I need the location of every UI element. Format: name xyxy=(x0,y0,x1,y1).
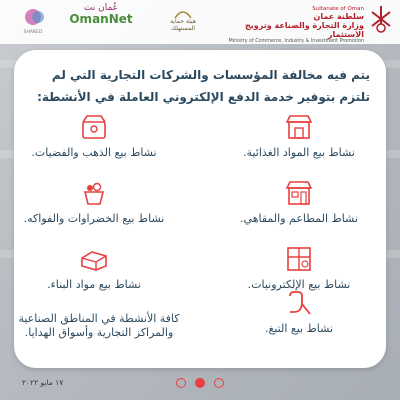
list-item xyxy=(19,112,169,160)
consumer-authority-text: هيئة حماية المستهلك xyxy=(170,18,196,32)
carousel-dots xyxy=(176,377,224,389)
store-icon xyxy=(284,112,314,142)
omannet-english: OmanNet xyxy=(69,12,133,26)
item-label: نشاط بيع التبغ. xyxy=(264,322,334,335)
pipe-icon xyxy=(284,288,314,318)
item-label: نشاط بيع المواد الغذائية. xyxy=(243,146,355,159)
ministry-en-title: Sultanate of Oman xyxy=(312,6,364,12)
authority-emblem-icon xyxy=(173,6,193,20)
consumer-authority-logo xyxy=(158,6,208,38)
item-label: نشاط بيع مواد البناء. xyxy=(47,278,141,291)
list-item xyxy=(224,112,374,160)
oman-emblem-icon xyxy=(368,4,394,34)
list-item xyxy=(224,178,374,226)
carousel-dot[interactable] xyxy=(214,378,224,388)
partner-logo-text: SHARED xyxy=(23,30,43,35)
bricks-icon xyxy=(78,244,110,274)
partner-logo-icon xyxy=(12,8,54,26)
item-label: نشاط بيع الإلكترونيات. xyxy=(247,278,351,291)
list-item xyxy=(14,312,184,340)
activities-card xyxy=(14,50,386,368)
item-label: نشاط بيع الخضراوات والفواكه. xyxy=(23,212,165,225)
jewelry-box-icon xyxy=(79,112,109,142)
intro-text: يتم فيه مخالفة المؤسسات والشركات التجارية التي لم تلتزم بتوفير خدمة الدفع الإلكتروني العاملة في الأنشطة: xyxy=(37,68,370,104)
ministry-ar-title: سلطنة عمان وزارة التجارة والصناعة وترويج الاستثمار xyxy=(245,12,364,39)
list-item xyxy=(224,288,374,336)
omannet-arabic: عُمان نت xyxy=(83,3,119,13)
list-item xyxy=(19,244,169,292)
appliances-icon xyxy=(284,244,314,274)
omannet-logo xyxy=(62,3,140,39)
partner-logo xyxy=(12,8,54,36)
header-bar xyxy=(0,0,400,44)
ministry-en-subtitle: Ministry of Commerce, Industry & Investment Promotion xyxy=(228,39,364,44)
list-item xyxy=(224,244,374,292)
vegetables-icon xyxy=(79,178,109,208)
list-item xyxy=(19,178,169,226)
carousel-dot-active[interactable] xyxy=(195,378,205,388)
item-label: نشاط المطاعم والمقاهي. xyxy=(240,212,358,225)
ministry-text xyxy=(219,6,364,44)
restaurant-icon xyxy=(284,178,314,208)
item-label: كافة الأنشطة في المناطق الصناعية والمراكز التجارية وأسواق الهدايا. xyxy=(18,312,180,339)
carousel-dot[interactable] xyxy=(176,378,186,388)
post-date: ١٧ مايو ٢٠٢٢ xyxy=(22,378,64,387)
item-label: نشاط بيع الذهب والفضيات. xyxy=(31,146,157,159)
